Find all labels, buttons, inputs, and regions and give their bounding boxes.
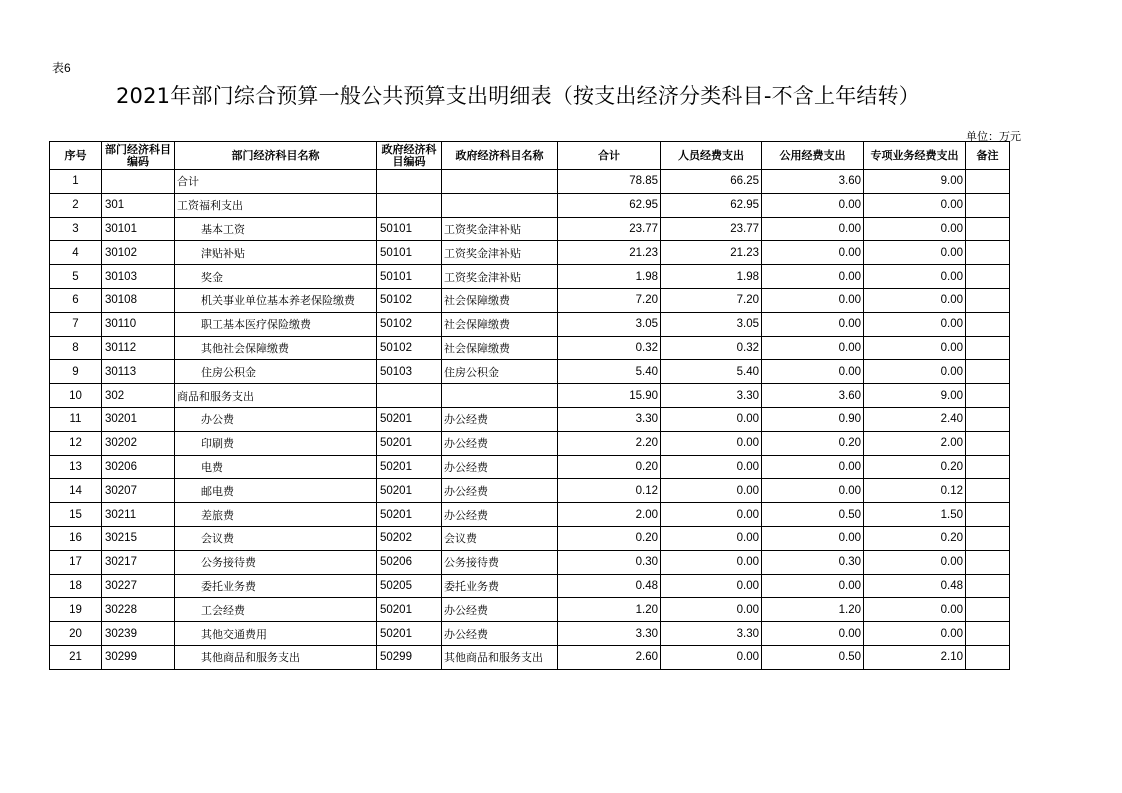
row-gov-code — [377, 170, 442, 194]
row-dept-name: 印刷费 — [175, 431, 377, 455]
table-row — [50, 384, 1010, 408]
table-row — [50, 360, 1010, 384]
row-dept-code: 30227 — [102, 574, 175, 598]
row-dept-code: 30108 — [102, 288, 175, 312]
row-public: 0.00 — [762, 336, 864, 360]
row-personnel: 3.30 — [661, 384, 762, 408]
row-gov-name: 社会保障缴费 — [442, 312, 558, 336]
row-remark — [966, 407, 1010, 431]
row-total: 5.40 — [558, 360, 661, 384]
row-personnel: 62.95 — [661, 193, 762, 217]
row-gov-name: 办公经费 — [442, 598, 558, 622]
row-remark — [966, 360, 1010, 384]
row-dept-code: 30102 — [102, 241, 175, 265]
table-row — [50, 526, 1010, 550]
row-dept-name: 差旅费 — [175, 503, 377, 527]
row-dept-name: 会议费 — [175, 526, 377, 550]
table-row — [50, 170, 1010, 194]
row-seq: 5 — [50, 265, 102, 289]
budget-detail-table — [49, 141, 1010, 670]
row-special: 2.10 — [864, 645, 966, 669]
row-gov-code: 50102 — [377, 312, 442, 336]
row-seq: 14 — [50, 479, 102, 503]
row-special: 0.00 — [864, 598, 966, 622]
row-gov-code: 50201 — [377, 503, 442, 527]
row-dept-name: 津贴补贴 — [175, 241, 377, 265]
row-dept-name: 合计 — [175, 170, 377, 194]
row-special: 0.00 — [864, 622, 966, 646]
row-total: 3.30 — [558, 407, 661, 431]
row-dept-code: 30228 — [102, 598, 175, 622]
table-row — [50, 550, 1010, 574]
row-seq: 10 — [50, 384, 102, 408]
row-total: 0.48 — [558, 574, 661, 598]
row-gov-name: 会议费 — [442, 526, 558, 550]
row-total: 21.23 — [558, 241, 661, 265]
header-special: 专项业务经费支出 — [864, 142, 966, 170]
header-gov-name: 政府经济科目名称 — [442, 142, 558, 170]
row-dept-code: 30215 — [102, 526, 175, 550]
row-total: 1.98 — [558, 265, 661, 289]
table-header-row — [50, 142, 1010, 170]
header-dept-code: 部门经济科目编码 — [102, 142, 175, 170]
row-special: 0.00 — [864, 217, 966, 241]
row-public: 0.00 — [762, 217, 864, 241]
row-special: 0.00 — [864, 193, 966, 217]
row-special: 9.00 — [864, 170, 966, 194]
row-seq: 13 — [50, 455, 102, 479]
table-row — [50, 241, 1010, 265]
row-total: 2.20 — [558, 431, 661, 455]
row-dept-name: 住房公积金 — [175, 360, 377, 384]
row-remark — [966, 265, 1010, 289]
row-personnel: 21.23 — [661, 241, 762, 265]
row-gov-name: 社会保障缴费 — [442, 336, 558, 360]
row-gov-name: 社会保障缴费 — [442, 288, 558, 312]
row-seq: 11 — [50, 407, 102, 431]
row-total: 0.20 — [558, 526, 661, 550]
row-dept-name: 奖金 — [175, 265, 377, 289]
row-dept-name: 其他交通费用 — [175, 622, 377, 646]
row-personnel: 0.00 — [661, 645, 762, 669]
row-dept-code: 30113 — [102, 360, 175, 384]
row-total: 2.60 — [558, 645, 661, 669]
row-gov-code: 50201 — [377, 455, 442, 479]
row-gov-code: 50205 — [377, 574, 442, 598]
row-remark — [966, 479, 1010, 503]
table-row — [50, 288, 1010, 312]
row-dept-name: 其他商品和服务支出 — [175, 645, 377, 669]
table-row — [50, 336, 1010, 360]
row-seq: 18 — [50, 574, 102, 598]
row-gov-name: 委托业务费 — [442, 574, 558, 598]
row-personnel: 0.00 — [661, 526, 762, 550]
table-row — [50, 265, 1010, 289]
row-gov-name — [442, 384, 558, 408]
row-public: 0.30 — [762, 550, 864, 574]
row-public: 0.00 — [762, 288, 864, 312]
row-seq: 21 — [50, 645, 102, 669]
row-seq: 6 — [50, 288, 102, 312]
row-special: 0.48 — [864, 574, 966, 598]
row-gov-code: 50201 — [377, 598, 442, 622]
row-public: 1.20 — [762, 598, 864, 622]
row-gov-name: 其他商品和服务支出 — [442, 645, 558, 669]
row-dept-code: 30299 — [102, 645, 175, 669]
table-number-label: 表6 — [52, 61, 71, 75]
row-dept-name: 基本工资 — [175, 217, 377, 241]
row-remark — [966, 598, 1010, 622]
row-special: 0.00 — [864, 336, 966, 360]
row-special: 0.00 — [864, 312, 966, 336]
row-remark — [966, 312, 1010, 336]
row-dept-name: 电费 — [175, 455, 377, 479]
row-dept-code: 30217 — [102, 550, 175, 574]
row-total: 3.30 — [558, 622, 661, 646]
row-remark — [966, 170, 1010, 194]
row-dept-code — [102, 170, 175, 194]
row-public: 0.00 — [762, 312, 864, 336]
table-row — [50, 217, 1010, 241]
row-public: 0.00 — [762, 574, 864, 598]
row-gov-code: 50202 — [377, 526, 442, 550]
row-dept-code: 30101 — [102, 217, 175, 241]
row-gov-code: 50201 — [377, 479, 442, 503]
row-seq: 7 — [50, 312, 102, 336]
row-seq: 20 — [50, 622, 102, 646]
row-remark — [966, 503, 1010, 527]
row-remark — [966, 550, 1010, 574]
header-public: 公用经费支出 — [762, 142, 864, 170]
row-public: 0.00 — [762, 193, 864, 217]
row-gov-code: 50102 — [377, 336, 442, 360]
row-remark — [966, 241, 1010, 265]
row-gov-code — [377, 193, 442, 217]
row-public: 0.00 — [762, 455, 864, 479]
row-remark — [966, 526, 1010, 550]
row-seq: 16 — [50, 526, 102, 550]
row-personnel: 3.05 — [661, 312, 762, 336]
row-public: 0.50 — [762, 503, 864, 527]
row-seq: 17 — [50, 550, 102, 574]
row-special: 0.20 — [864, 455, 966, 479]
row-dept-code: 30112 — [102, 336, 175, 360]
row-gov-name: 工资奖金津补贴 — [442, 217, 558, 241]
row-gov-name: 办公经费 — [442, 622, 558, 646]
row-personnel: 5.40 — [661, 360, 762, 384]
table-row — [50, 503, 1010, 527]
table-row — [50, 645, 1010, 669]
row-seq: 2 — [50, 193, 102, 217]
table-row — [50, 455, 1010, 479]
row-remark — [966, 574, 1010, 598]
row-personnel: 0.00 — [661, 455, 762, 479]
row-dept-name: 工会经费 — [175, 598, 377, 622]
row-gov-code: 50101 — [377, 265, 442, 289]
row-total: 0.20 — [558, 455, 661, 479]
row-gov-name: 办公经费 — [442, 455, 558, 479]
row-remark — [966, 384, 1010, 408]
row-personnel: 0.00 — [661, 407, 762, 431]
row-gov-name: 办公经费 — [442, 431, 558, 455]
row-special: 0.20 — [864, 526, 966, 550]
row-remark — [966, 622, 1010, 646]
row-dept-code: 30211 — [102, 503, 175, 527]
row-remark — [966, 288, 1010, 312]
row-remark — [966, 645, 1010, 669]
row-special: 0.00 — [864, 550, 966, 574]
table-row — [50, 407, 1010, 431]
row-personnel: 0.00 — [661, 598, 762, 622]
row-public: 3.60 — [762, 384, 864, 408]
row-dept-code: 30103 — [102, 265, 175, 289]
row-gov-code: 50201 — [377, 431, 442, 455]
table-row — [50, 193, 1010, 217]
row-gov-code: 50201 — [377, 622, 442, 646]
row-total: 2.00 — [558, 503, 661, 527]
row-seq: 12 — [50, 431, 102, 455]
row-gov-name: 公务接待费 — [442, 550, 558, 574]
row-dept-name: 机关事业单位基本养老保险缴费 — [175, 288, 377, 312]
row-personnel: 0.00 — [661, 431, 762, 455]
row-public: 0.00 — [762, 360, 864, 384]
row-gov-code: 50299 — [377, 645, 442, 669]
header-total: 合计 — [558, 142, 661, 170]
row-personnel: 66.25 — [661, 170, 762, 194]
row-public: 3.60 — [762, 170, 864, 194]
row-gov-code: 50101 — [377, 217, 442, 241]
row-dept-name: 商品和服务支出 — [175, 384, 377, 408]
row-dept-code: 30239 — [102, 622, 175, 646]
row-special: 0.00 — [864, 241, 966, 265]
header-gov-code: 政府经济科目编码 — [377, 142, 442, 170]
table-row — [50, 312, 1010, 336]
header-personnel: 人员经费支出 — [661, 142, 762, 170]
row-public: 0.50 — [762, 645, 864, 669]
row-gov-name: 住房公积金 — [442, 360, 558, 384]
row-dept-code: 30110 — [102, 312, 175, 336]
row-dept-code: 30206 — [102, 455, 175, 479]
row-seq: 15 — [50, 503, 102, 527]
row-dept-name: 办公费 — [175, 407, 377, 431]
row-personnel: 0.00 — [661, 574, 762, 598]
row-total: 15.90 — [558, 384, 661, 408]
row-special: 2.40 — [864, 407, 966, 431]
table-row — [50, 598, 1010, 622]
row-public: 0.20 — [762, 431, 864, 455]
row-remark — [966, 336, 1010, 360]
row-total: 0.12 — [558, 479, 661, 503]
row-gov-name — [442, 170, 558, 194]
row-personnel: 0.00 — [661, 503, 762, 527]
row-dept-name: 职工基本医疗保险缴费 — [175, 312, 377, 336]
row-public: 0.00 — [762, 526, 864, 550]
header-seq: 序号 — [50, 142, 102, 170]
row-special: 0.12 — [864, 479, 966, 503]
table-row — [50, 431, 1010, 455]
row-gov-name: 工资奖金津补贴 — [442, 241, 558, 265]
row-dept-name: 委托业务费 — [175, 574, 377, 598]
row-gov-code: 50101 — [377, 241, 442, 265]
row-total: 0.30 — [558, 550, 661, 574]
row-gov-name: 工资奖金津补贴 — [442, 265, 558, 289]
row-gov-name: 办公经费 — [442, 479, 558, 503]
unit-label: 单位：万元 — [966, 130, 1021, 143]
row-seq: 4 — [50, 241, 102, 265]
row-dept-code: 30207 — [102, 479, 175, 503]
row-gov-code: 50103 — [377, 360, 442, 384]
row-seq: 3 — [50, 217, 102, 241]
table-row — [50, 622, 1010, 646]
row-dept-name: 邮电费 — [175, 479, 377, 503]
row-personnel: 3.30 — [661, 622, 762, 646]
row-total: 3.05 — [558, 312, 661, 336]
row-total: 0.32 — [558, 336, 661, 360]
row-personnel: 23.77 — [661, 217, 762, 241]
row-remark — [966, 455, 1010, 479]
row-public: 0.90 — [762, 407, 864, 431]
row-public: 0.00 — [762, 265, 864, 289]
row-gov-name: 办公经费 — [442, 503, 558, 527]
row-gov-code — [377, 384, 442, 408]
row-gov-code: 50201 — [377, 407, 442, 431]
row-remark — [966, 431, 1010, 455]
row-personnel: 1.98 — [661, 265, 762, 289]
row-seq: 9 — [50, 360, 102, 384]
page-title: 2021年部门综合预算一般公共预算支出明细表（按支出经济分类科目-不含上年结转） — [115, 84, 921, 108]
row-personnel: 0.32 — [661, 336, 762, 360]
row-gov-name: 办公经费 — [442, 407, 558, 431]
row-total: 7.20 — [558, 288, 661, 312]
row-seq: 19 — [50, 598, 102, 622]
row-dept-code: 302 — [102, 384, 175, 408]
table-row — [50, 574, 1010, 598]
row-special: 0.00 — [864, 265, 966, 289]
row-total: 62.95 — [558, 193, 661, 217]
row-total: 78.85 — [558, 170, 661, 194]
row-dept-code: 301 — [102, 193, 175, 217]
row-dept-code: 30202 — [102, 431, 175, 455]
row-dept-name: 工资福利支出 — [175, 193, 377, 217]
row-gov-code: 50206 — [377, 550, 442, 574]
row-total: 23.77 — [558, 217, 661, 241]
header-dept-name: 部门经济科目名称 — [175, 142, 377, 170]
row-special: 2.00 — [864, 431, 966, 455]
row-special: 0.00 — [864, 288, 966, 312]
row-dept-code: 30201 — [102, 407, 175, 431]
row-public: 0.00 — [762, 479, 864, 503]
row-personnel: 0.00 — [661, 479, 762, 503]
row-public: 0.00 — [762, 622, 864, 646]
header-remark: 备注 — [966, 142, 1010, 170]
row-total: 1.20 — [558, 598, 661, 622]
row-seq: 8 — [50, 336, 102, 360]
row-personnel: 7.20 — [661, 288, 762, 312]
row-dept-name: 公务接待费 — [175, 550, 377, 574]
row-special: 1.50 — [864, 503, 966, 527]
row-special: 9.00 — [864, 384, 966, 408]
row-gov-code: 50102 — [377, 288, 442, 312]
row-public: 0.00 — [762, 241, 864, 265]
row-dept-name: 其他社会保障缴费 — [175, 336, 377, 360]
row-remark — [966, 217, 1010, 241]
row-personnel: 0.00 — [661, 550, 762, 574]
table-row — [50, 479, 1010, 503]
row-seq: 1 — [50, 170, 102, 194]
row-gov-name — [442, 193, 558, 217]
row-remark — [966, 193, 1010, 217]
row-special: 0.00 — [864, 360, 966, 384]
